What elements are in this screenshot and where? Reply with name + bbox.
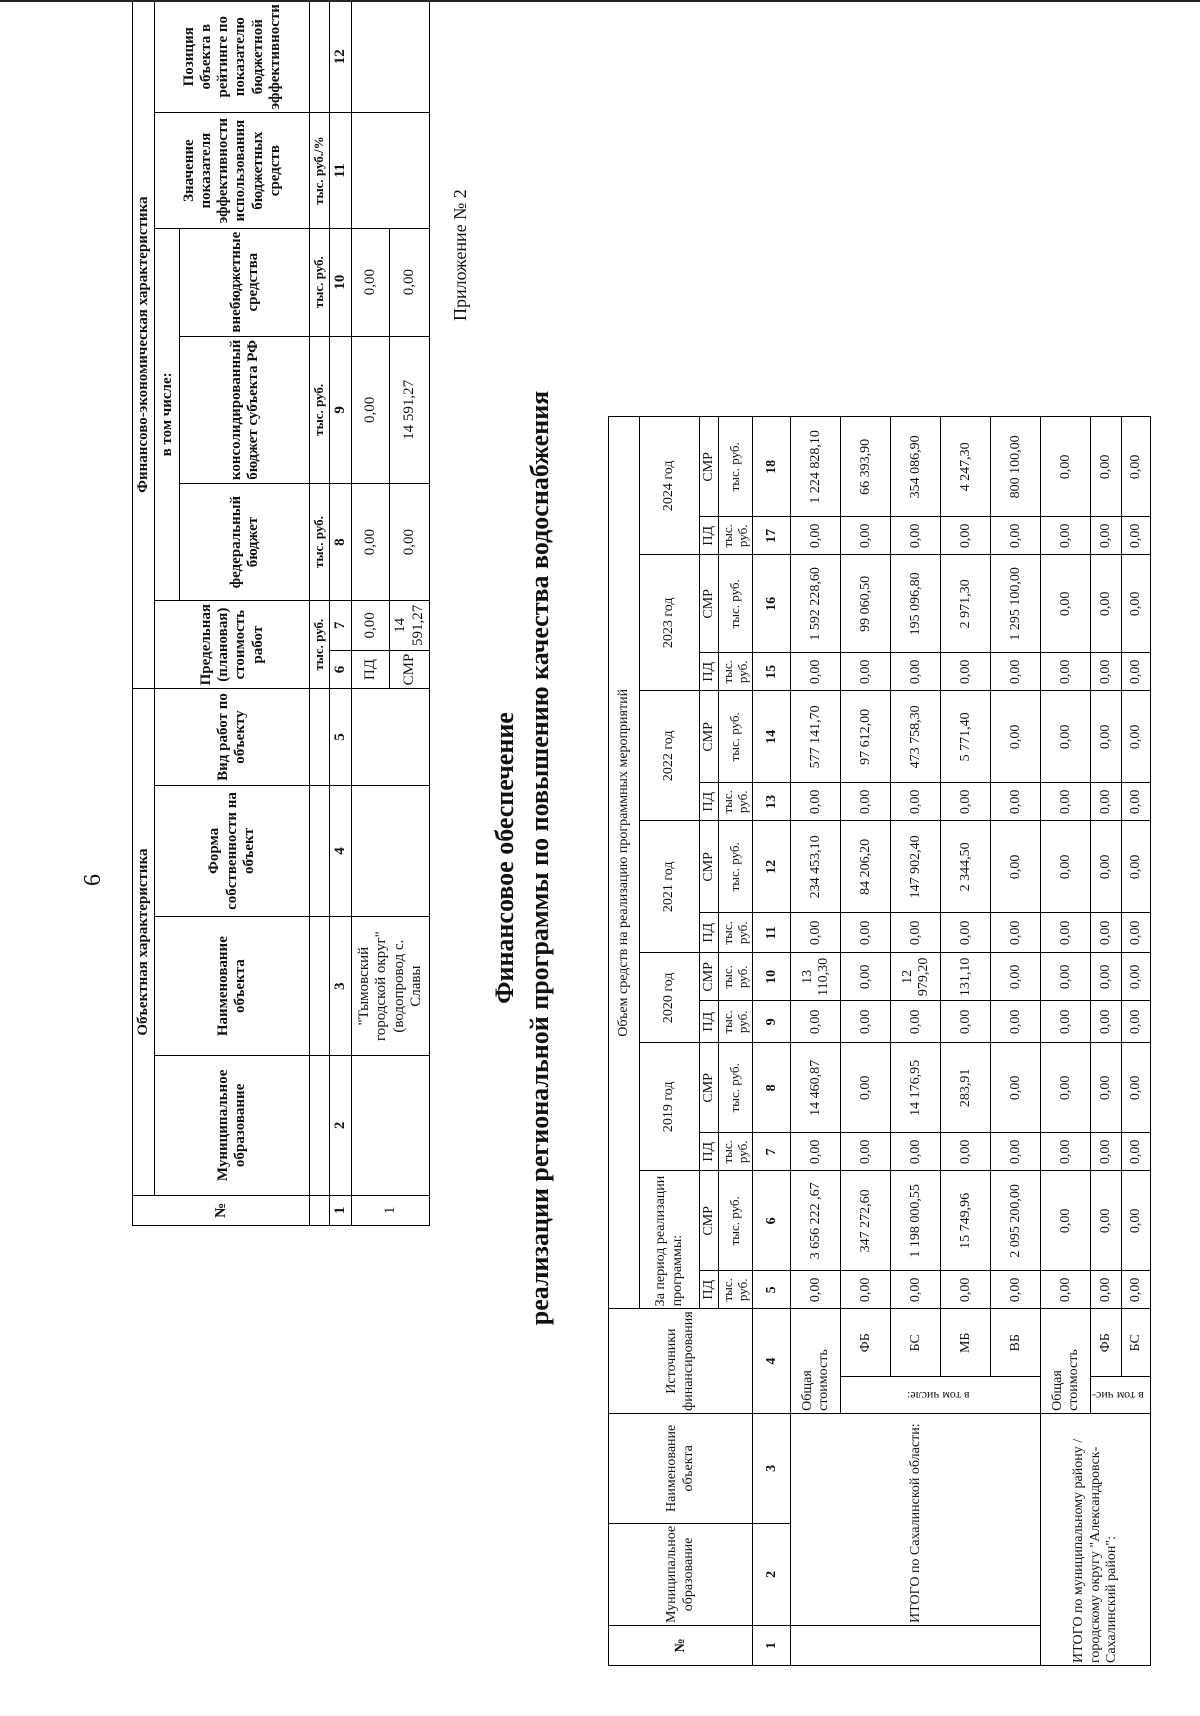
t2-cell: 0,00 (1091, 1271, 1122, 1309)
t2-num: 18 (753, 417, 791, 517)
t2-cell: 0,00 (1091, 821, 1122, 913)
t2-cell: 0,00 (1041, 1043, 1091, 1133)
t2-cell: 0,00 (1041, 1133, 1091, 1171)
t2-cell: 0,00 (991, 953, 1041, 1001)
t2-cell: 0,00 (991, 1001, 1041, 1043)
t2-cell: 147 902,40 (891, 821, 941, 913)
t2-cell: 0,00 (991, 653, 1041, 691)
t1-row-pd-extra: 0,00 (352, 228, 390, 336)
t2-cell: 347 272,60 (841, 1171, 891, 1271)
t2-cell: 0,00 (841, 953, 891, 1001)
t2-smr-2021: СМР (700, 821, 719, 913)
t2-num: 15 (753, 653, 791, 691)
t1-row-smr-label: СМР (390, 650, 430, 689)
t1-num-1: 1 (330, 1195, 352, 1225)
t1-col-federal: федеральный бюджет (180, 484, 310, 601)
t2-num: 7 (753, 1133, 791, 1171)
t2-cell: 0,00 (941, 783, 991, 821)
t2-cell: 0,00 (941, 1271, 991, 1309)
t2-cell: 0,00 (1041, 953, 1091, 1001)
t1-num-5: 5 (330, 689, 352, 785)
t2-cell: 0,00 (1122, 691, 1151, 783)
t2-year-2019: 2019 год (640, 1043, 700, 1171)
t2-num: 6 (753, 1171, 791, 1271)
t2-cell: 0,00 (791, 1001, 841, 1043)
t2-cell: 0,00 (1091, 1133, 1122, 1171)
t2-cell: 0,00 (1122, 1001, 1151, 1043)
t1-col-num: № (133, 1195, 310, 1225)
appendix-label: Приложение № 2 (450, 189, 470, 321)
t2-pd-2021: ПД (700, 913, 719, 953)
t1-col-efficiency: Значение показателя эффективности использования бюджетных средств (155, 113, 310, 228)
t2-unit: тыс. руб. (719, 1043, 753, 1133)
t2-cell: 0,00 (991, 913, 1041, 953)
t2-cell: 0,00 (1122, 653, 1151, 691)
t2-source-label: БС (1122, 1309, 1151, 1377)
t2-col-period: За период реализации программы: (640, 1171, 700, 1309)
t2-cell: 2 971,30 (941, 555, 991, 653)
t1-group-finance: Финансово-экономическая характеристика (133, 1, 155, 689)
t2-cell: 234 453,10 (791, 821, 841, 913)
t2-cell: 0,00 (891, 1001, 941, 1043)
t2-cell: 0,00 (991, 691, 1041, 783)
t2-num: 4 (753, 1309, 791, 1414)
t2-cell: 15 749,96 (941, 1171, 991, 1271)
t2-pd-2019: ПД (700, 1133, 719, 1171)
t1-num-9: 9 (330, 336, 352, 484)
t2-cell: 0,00 (1091, 517, 1122, 555)
t2-smr-2023: СМР (700, 555, 719, 653)
t2-smr-2020: СМР (700, 953, 719, 1001)
t2-cell: 0,00 (791, 517, 841, 555)
t2-pd-period: ПД (700, 1271, 719, 1309)
t2-source-label: Общая стоимость (791, 1309, 841, 1414)
t1-num-10: 10 (330, 228, 352, 336)
page-number: 6 (80, 874, 106, 886)
t2-cell: 0,00 (1122, 821, 1151, 913)
t2-cell: 0,00 (1091, 953, 1122, 1001)
t2-cell: 0,00 (841, 653, 891, 691)
t2-including-short-label (1091, 1377, 1151, 1414)
t2-num: 8 (753, 1043, 791, 1133)
t2-cell: 0,00 (991, 1043, 1041, 1133)
page-edge-line (0, 0, 1200, 2)
t2-cell: 0,00 (991, 821, 1041, 913)
t2-num: 1 (753, 1626, 791, 1666)
t1-col-consolidated: консолидированный бюджет субъекта РФ (180, 336, 310, 484)
t1-num-11: 11 (330, 113, 352, 228)
t2-unit: тыс. руб. (719, 1271, 753, 1309)
t2-cell: 0,00 (941, 1133, 991, 1171)
t2-cell: 0,00 (991, 1133, 1041, 1171)
t1-row-pd-cost: 0,00 (352, 601, 390, 651)
t1-row-num: 1 (352, 1195, 430, 1225)
t2-cell: 2 095 200,00 (991, 1171, 1041, 1271)
t2-cell: 0,00 (1091, 417, 1122, 517)
t2-cell: 0,00 (1041, 555, 1091, 653)
t2-year-2023: 2023 год (640, 555, 700, 691)
t2-cell: 0,00 (1122, 517, 1151, 555)
t2-cell: 12 979,20 (891, 953, 941, 1001)
t2-unit: тыс. руб. (719, 783, 753, 821)
t1-row-pd-federal: 0,00 (352, 484, 390, 601)
t2-including-short-text: в том чис- (1092, 1388, 1144, 1403)
t2-unit: тыс. руб. (719, 555, 753, 653)
t2-num: 5 (753, 1271, 791, 1309)
t2-unit: тыс. руб. (719, 913, 753, 953)
t2-cell: 0,00 (1091, 691, 1122, 783)
t2-source-label: БС (891, 1309, 941, 1377)
t2-cell: 0,00 (941, 913, 991, 953)
t1-row-pd-label: ПД (352, 650, 390, 689)
t2-cell: 14 176,95 (891, 1043, 941, 1133)
t2-cell: 0,00 (891, 517, 941, 555)
t2-year-2021: 2021 год (640, 821, 700, 953)
t2-cell: 0,00 (891, 1133, 941, 1171)
t2-cell: 0,00 (1041, 783, 1091, 821)
t2-pd-2024: ПД (700, 517, 719, 555)
t2-total-alexandrovsk: ИТОГО по муниципальному району / городскому округу "Александровск-Сахалинский район": (1041, 1413, 1151, 1665)
t2-cell: 0,00 (791, 783, 841, 821)
t1-col-extrabudget: внебюджетные средства (180, 228, 310, 336)
t2-cell: 4 247,30 (941, 417, 991, 517)
t2-cell: 0,00 (891, 783, 941, 821)
t2-cell: 3 656 222 ,67 (791, 1171, 841, 1271)
t2-num: 3 (753, 1413, 791, 1523)
object-characteristics-table (132, 0, 430, 1226)
t2-cell: 0,00 (1122, 1171, 1151, 1271)
t2-cell: 0,00 (1041, 653, 1091, 691)
t2-col-municipality: Муниципальное образование (609, 1523, 753, 1625)
t2-cell: 131,10 (941, 953, 991, 1001)
t1-unit-consolidated: тыс. руб. (310, 336, 330, 484)
t1-unit-efficiency: тыс. руб./% (310, 113, 330, 228)
t2-cell: 0,00 (891, 913, 941, 953)
t1-col-ownership: Форма собственности на объект (155, 785, 310, 917)
t2-cell: 0,00 (1041, 821, 1091, 913)
t2-cell: 0,00 (1091, 1171, 1122, 1271)
t1-row-smr-extra: 0,00 (390, 228, 430, 336)
t1-num-8: 8 (330, 484, 352, 601)
t2-cell: 0,00 (891, 653, 941, 691)
t2-cell: 0,00 (1091, 555, 1122, 653)
t2-cell: 0,00 (1122, 953, 1151, 1001)
t2-num: 14 (753, 691, 791, 783)
t2-num: 16 (753, 555, 791, 653)
t2-cell: 0,00 (1122, 417, 1151, 517)
t2-unit: тыс. руб. (719, 1171, 753, 1271)
t2-cell: 0,00 (1122, 1043, 1151, 1133)
t2-cell: 1 295 100,00 (991, 555, 1041, 653)
t2-cell: 0,00 (841, 913, 891, 953)
t2-cell: 0,00 (841, 1133, 891, 1171)
t2-cell: 14 460,87 (791, 1043, 841, 1133)
t2-unit: тыс. руб. (719, 953, 753, 1001)
t1-subgroup-including: в том числе: (155, 228, 180, 600)
page-title-line2: реализации региональной программы по повышению качества водоснабжения (525, 390, 554, 1326)
t2-cell: 0,00 (941, 653, 991, 691)
t1-col-municipality: Муниципальное образование (155, 1056, 310, 1196)
t2-unit: тыс. руб. (719, 653, 753, 691)
t1-row-pd-consolidated: 0,00 (352, 336, 390, 484)
t2-unit: тыс. руб. (719, 691, 753, 783)
t2-cell: 0,00 (791, 1133, 841, 1171)
t2-cell: 0,00 (1041, 417, 1091, 517)
t2-including-text: в том числе: (906, 1388, 970, 1403)
t2-cell: 354 086,90 (891, 417, 941, 517)
t1-num-12: 12 (330, 1, 352, 113)
t2-cell: 0,00 (1122, 913, 1151, 953)
t1-num-4: 4 (330, 785, 352, 917)
t2-cell: 0,00 (1041, 1271, 1091, 1309)
t1-row-smr-cost: 14 591,27 (390, 601, 430, 651)
t2-cell: 0,00 (991, 783, 1041, 821)
t2-cell: 0,00 (1091, 783, 1122, 821)
t2-smr-period: СМР (700, 1171, 719, 1271)
t2-cell: 97 612,00 (841, 691, 891, 783)
t2-cell: 1 592 228,60 (791, 555, 841, 653)
t2-cell: 0,00 (791, 1271, 841, 1309)
t2-year-2022: 2022 год (640, 691, 700, 821)
t2-unit: тыс. руб. (719, 1001, 753, 1043)
t2-cell: 0,00 (841, 1271, 891, 1309)
t2-cell: 0,00 (1091, 1001, 1122, 1043)
t2-cell: 5 771,40 (941, 691, 991, 783)
t2-cell: 0,00 (941, 1001, 991, 1043)
t2-pd-2020: ПД (700, 1001, 719, 1043)
t1-col-max-cost: Предельная (плановая) стоимость работ (155, 601, 310, 689)
t2-cell: 577 141,70 (791, 691, 841, 783)
t2-col-object-name: Наименование объекта (609, 1413, 753, 1523)
t2-cell: 1 224 828,10 (791, 417, 841, 517)
t2-cell: 0,00 (1041, 1001, 1091, 1043)
t2-cell: 0,00 (1041, 1171, 1091, 1271)
t1-unit-cost: тыс. руб. (310, 601, 330, 689)
t2-total-sakhalin: ИТОГО по Сахалинской области: (791, 1413, 1041, 1625)
t2-cell: 0,00 (1122, 1133, 1151, 1171)
t2-cell: 0,00 (991, 1271, 1041, 1309)
t2-unit: тыс. руб. (719, 517, 753, 555)
page-title-line1: Финансовое обеспечение (490, 712, 519, 1004)
t1-unit-federal: тыс. руб. (310, 484, 330, 601)
t2-unit: тыс. руб. (719, 821, 753, 913)
t2-cell: 99 060,50 (841, 555, 891, 653)
t2-pd-2023: ПД (700, 653, 719, 691)
t2-col-num: № (609, 1626, 753, 1666)
t2-cell: 800 100,00 (991, 417, 1041, 517)
t2-cell: 0,00 (1122, 1271, 1151, 1309)
t2-cell: 0,00 (841, 1043, 891, 1133)
t2-unit: тыс. руб. (719, 1133, 753, 1171)
t2-col-volume: Объем средств на реализацию программных мероприятий (609, 417, 640, 1309)
t1-row-smr-federal: 0,00 (390, 484, 430, 601)
t1-group-object: Объектная характеристика (133, 689, 155, 1195)
t2-including-label (841, 1377, 1041, 1414)
t2-cell: 0,00 (1041, 517, 1091, 555)
t2-pd-2022: ПД (700, 783, 719, 821)
t1-col-object-name: Наименование объекта (155, 917, 310, 1056)
t2-cell: 0,00 (841, 517, 891, 555)
t2-cell: 66 393,90 (841, 417, 891, 517)
t1-row-object-name: "Тымовский городской округ" (водопровод с. Славы (352, 917, 430, 1056)
t2-year-2020: 2020 год (640, 953, 700, 1043)
t2-smr-2024: СМР (700, 417, 719, 517)
t2-unit: тыс. руб. (719, 417, 753, 517)
t2-num: 9 (753, 1001, 791, 1043)
t1-col-position: Позиция объекта в рейтинге по показателю бюджетной эффективности (155, 1, 310, 113)
t1-num-7: 7 (330, 601, 352, 651)
t2-num: 2 (753, 1523, 791, 1625)
t2-cell: 0,00 (1041, 913, 1091, 953)
t2-smr-2019: СМР (700, 1043, 719, 1133)
t1-num-3: 3 (330, 917, 352, 1056)
t2-cell: 1 198 000,55 (891, 1171, 941, 1271)
t2-cell: 0,00 (841, 783, 891, 821)
t2-source-label: МБ (941, 1309, 991, 1377)
t2-source-label: ФБ (1091, 1309, 1122, 1377)
t2-source-label: ФБ (841, 1309, 891, 1377)
t1-unit-extra: тыс. руб. (310, 228, 330, 336)
t2-cell: 0,00 (991, 517, 1041, 555)
t1-num-6: 6 (330, 650, 352, 689)
t2-num: 10 (753, 953, 791, 1001)
t2-cell: 0,00 (1122, 783, 1151, 821)
t2-cell: 195 096,80 (891, 555, 941, 653)
t2-source-label: ВБ (991, 1309, 1041, 1377)
t2-cell: 0,00 (791, 653, 841, 691)
t2-cell: 0,00 (891, 1271, 941, 1309)
t2-num: 13 (753, 783, 791, 821)
t2-cell: 2 344,50 (941, 821, 991, 913)
t2-cell: 283,91 (941, 1043, 991, 1133)
t2-cell: 473 758,30 (891, 691, 941, 783)
t1-row-smr-consolidated: 14 591,27 (390, 336, 430, 484)
t2-source-label: Общая стоимость (1041, 1309, 1091, 1414)
t2-cell: 0,00 (1091, 1043, 1122, 1133)
t1-col-work-type: Вид работ по объекту (155, 689, 310, 785)
t2-cell: 13 110,30 (791, 953, 841, 1001)
t2-cell: 0,00 (1091, 913, 1122, 953)
financing-table (608, 416, 1151, 1666)
t1-num-2: 2 (330, 1056, 352, 1196)
t2-cell: 0,00 (1122, 555, 1151, 653)
t2-num: 11 (753, 913, 791, 953)
t2-cell: 0,00 (941, 517, 991, 555)
t2-cell: 0,00 (1041, 691, 1091, 783)
t2-cell: 84 206,20 (841, 821, 891, 913)
t2-cell: 0,00 (1091, 653, 1122, 691)
t2-row-sakh-total (791, 417, 841, 1666)
t2-cell: 0,00 (791, 913, 841, 953)
t2-smr-2022: СМР (700, 691, 719, 783)
t2-num: 17 (753, 517, 791, 555)
t2-cell: 0,00 (841, 1001, 891, 1043)
t2-year-2024: 2024 год (640, 417, 700, 555)
t2-col-sources: Источники финансирования (609, 1309, 753, 1414)
t2-num: 12 (753, 821, 791, 913)
